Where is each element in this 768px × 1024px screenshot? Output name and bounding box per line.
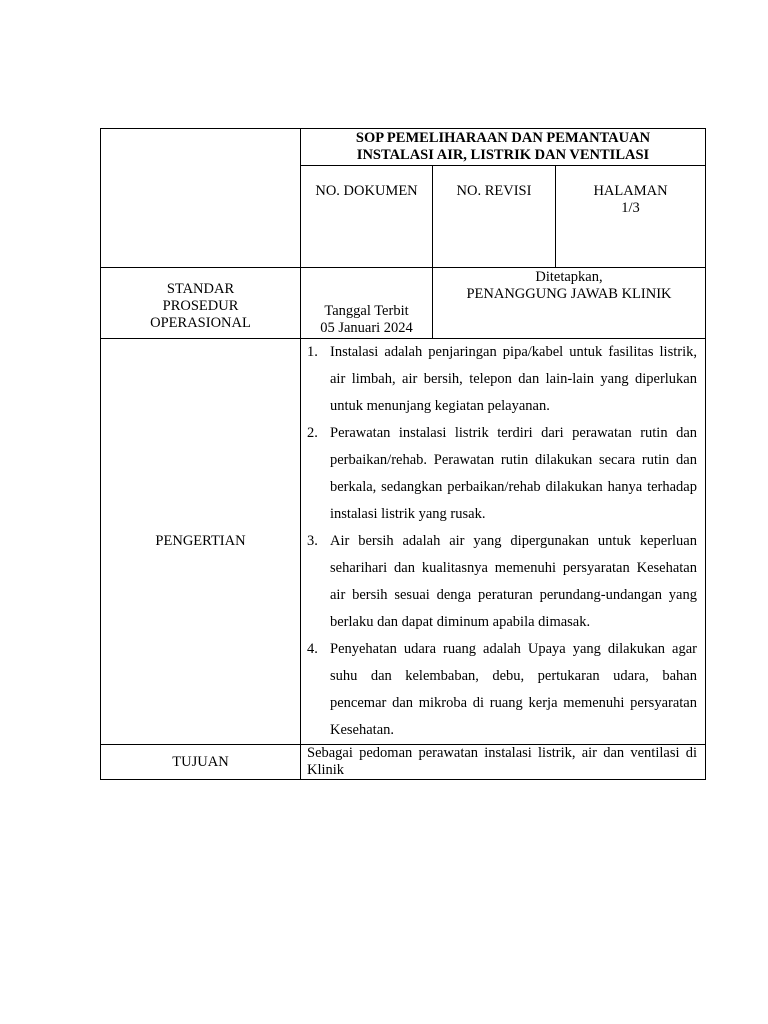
halaman-value: 1/3 (621, 200, 640, 216)
ditetapkan-label: Ditetapkan, (535, 269, 603, 285)
standar-line-3: OPERASIONAL (150, 315, 251, 331)
tanggal-terbit-label: Tanggal Terbit (324, 303, 409, 319)
tujuan-label: TUJUAN (172, 753, 229, 770)
list-item-number: 3. (307, 533, 318, 549)
title-line-1: SOP PEMELIHARAAN DAN PEMANTAUAN (355, 130, 651, 146)
sop-table (100, 128, 706, 780)
no-dokumen-label: NO. DOKUMEN (315, 183, 418, 199)
pengertian-content (301, 339, 706, 745)
list-item-text: Air bersih adalah air yang dipergunakan untuk keperluan seharihari dan kualitasnya memenuhi persyaratan Kesehatan air bersih sesuai denga peraturan perundang-undangan yang berlaku dan dapat diminum apabila dimasak. (330, 533, 697, 630)
pengertian-label: PENGERTIAN (155, 533, 246, 549)
document-title (301, 129, 706, 166)
title-line-2: INSTALASI AIR, LISTRIK DAN VENTILASI (356, 147, 650, 163)
list-item-text: Penyehatan udara ruang adalah Upaya yang dilakukan agar suhu dan kelembaban, debu, pertukaran udara, bahan pencemar dan mikroba di ruang kerja memenuhi persyaratan Kesehatan. (330, 641, 697, 738)
standar-prosedur-cell (101, 268, 301, 339)
halaman-label: HALAMAN (593, 183, 668, 199)
penanggung-jawab: PENANGGUNG JAWAB KLINIK (466, 286, 672, 302)
no-dokumen-cell (301, 166, 433, 268)
pengertian-list (307, 339, 697, 744)
halaman-cell (556, 166, 706, 268)
list-item-number: 2. (307, 425, 318, 441)
list-item (307, 339, 697, 420)
standar-line-1: STANDAR (166, 281, 235, 297)
list-item-text: Instalasi adalah penjaringan pipa/kabel untuk fasilitas listrik, air limbah, air bersih, telepon dan lain-lain yang diperlukan untuk menunjang kegiatan pelayanan. (330, 344, 697, 414)
no-revisi-label: NO. REVISI (456, 183, 532, 199)
tanggal-terbit-value: 05 Januari 2024 (320, 320, 413, 336)
list-item-text: Perawatan instalasi listrik terdiri dari perawatan rutin dan perbaikan/rehab. Perawatan rutin dilakukan secara rutin dan berkala, sedangkan perbaikan/rehab dilakukan hanya terhadap instalasi listrik yang rusak. (330, 425, 697, 522)
list-item (307, 636, 697, 744)
list-item-number: 4. (307, 641, 318, 657)
logo-cell (101, 129, 301, 268)
standar-line-2: PROSEDUR (162, 298, 239, 314)
no-revisi-cell (433, 166, 556, 268)
tujuan-text: Sebagai pedoman perawatan instalasi listrik, air dan ventilasi di Klinik (301, 745, 706, 780)
list-item (307, 420, 697, 528)
ditetapkan-cell (433, 268, 706, 339)
list-item-number: 1. (307, 344, 318, 360)
tanggal-terbit-cell (301, 268, 433, 339)
tujuan-label-cell (101, 745, 301, 780)
list-item (307, 528, 697, 636)
pengertian-label-cell (101, 339, 301, 745)
